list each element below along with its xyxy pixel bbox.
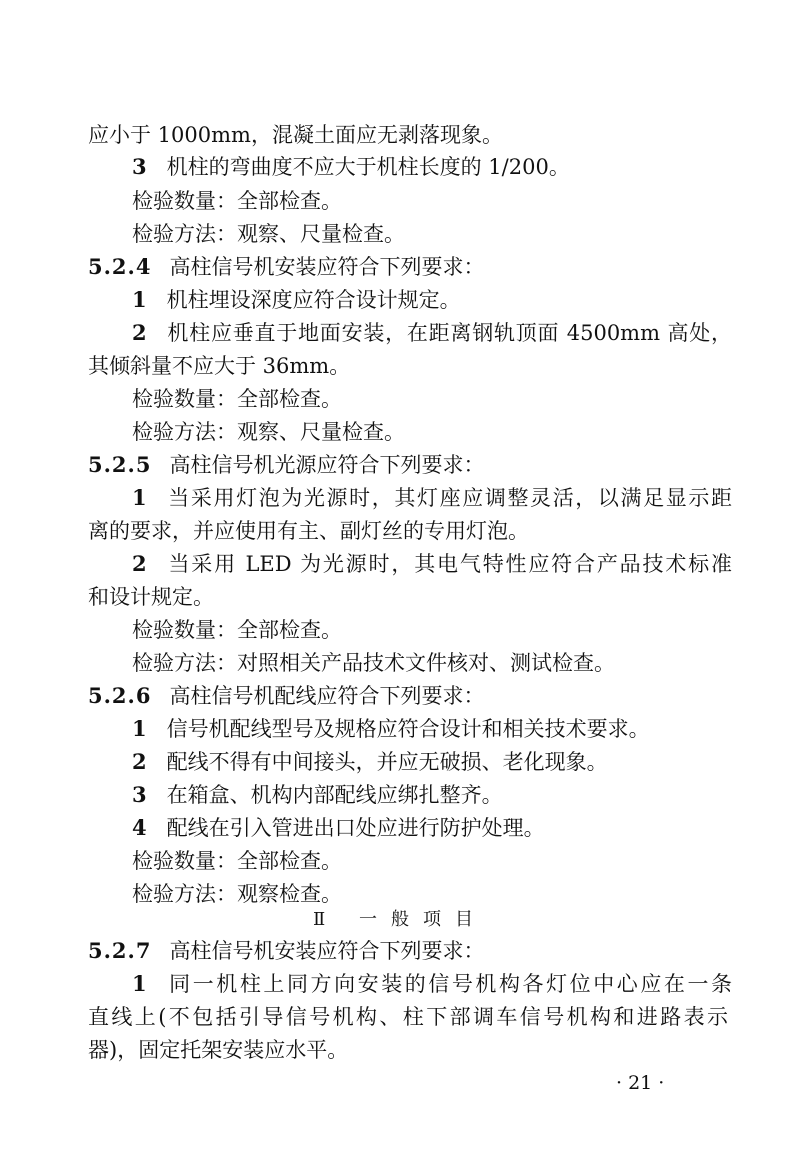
list-item: 3 在箱盒、机构内部配线应绑扎整齐。 (132, 782, 503, 807)
item-number: 1 (132, 716, 147, 741)
item-number: 2 (132, 551, 147, 576)
section-heading: 5.2.6 高柱信号机配线应符合下列要求： (88, 683, 485, 708)
item-number: 1 (132, 971, 147, 996)
section-number: 5.2.7 (88, 938, 152, 963)
inspection-method: 检验方法：对照相关产品技术文件核对、测试检查。 (132, 651, 615, 675)
item-number: 3 (132, 782, 147, 807)
list-item: 1 当采用灯泡为光源时，其灯座应调整灵活，以满足显示距 (132, 485, 732, 510)
inspection-quantity: 检验数量：全部检查。 (132, 387, 342, 411)
item-number: 3 (132, 154, 147, 179)
list-item: 2 配线不得有中间接头，并应无破损、老化现象。 (132, 749, 608, 774)
inspection-quantity: 检验数量：全部检查。 (132, 849, 342, 873)
inspection-quantity: 检验数量：全部检查。 (132, 189, 342, 213)
section-heading: 5.2.7 高柱信号机安装应符合下列要求： (88, 938, 485, 963)
item-number: 4 (132, 815, 147, 840)
item-number: 1 (132, 485, 147, 510)
section-number: 5.2.4 (88, 254, 152, 279)
list-item: 1 信号机配线型号及规格应符合设计和相关技术要求。 (132, 716, 650, 741)
paragraph-line: 应小于 1000mm，混凝土面应无剥落现象。 (88, 123, 503, 147)
paragraph-line: 其倾斜量不应大于 36mm。 (88, 354, 351, 378)
section-number: 5.2.6 (88, 683, 152, 708)
list-item: 1 同一机柱上同方向安装的信号机构各灯位中心应在一条 (132, 971, 732, 996)
section-heading: 5.2.5 高柱信号机光源应符合下列要求： (88, 452, 485, 477)
list-item: 3 机柱的弯曲度不应大于机柱长度的 1/200。 (132, 154, 570, 179)
list-item: 1 机柱埋设深度应符合设计规定。 (132, 287, 461, 312)
item-number: 1 (132, 287, 147, 312)
section-heading: 5.2.4 高柱信号机安装应符合下列要求： (88, 254, 485, 279)
list-item: 2 机柱应垂直于地面安装，在距离钢轨顶面 4500mm 高处， (132, 320, 732, 345)
paragraph-line: 直线上(不包括引导信号机构、柱下部调车信号机构和进路表示 (88, 1005, 728, 1029)
page-number: · 21 · (616, 1072, 665, 1094)
paragraph-line: 和设计规定。 (88, 585, 214, 609)
paragraph-line: 器)，固定托架安装应水平。 (88, 1038, 349, 1062)
list-item: 4 配线在引入管进出口处应进行防护处理。 (132, 815, 545, 840)
inspection-quantity: 检验数量：全部检查。 (132, 618, 342, 642)
inspection-method: 检验方法：观察、尺量检查。 (132, 222, 405, 246)
item-number: 2 (132, 749, 147, 774)
list-item: 2 当采用 LED 为光源时，其电气特性应符合产品技术标准 (132, 551, 732, 576)
section-number: 5.2.5 (88, 452, 152, 477)
paragraph-line: 离的要求，并应使用有主、副灯丝的专用灯泡。 (88, 519, 529, 543)
inspection-method: 检验方法：观察检查。 (132, 882, 342, 906)
subsection-title: Ⅱ 一般项目 (313, 909, 487, 930)
inspection-method: 检验方法：观察、尺量检查。 (132, 420, 405, 444)
item-number: 2 (132, 320, 147, 345)
